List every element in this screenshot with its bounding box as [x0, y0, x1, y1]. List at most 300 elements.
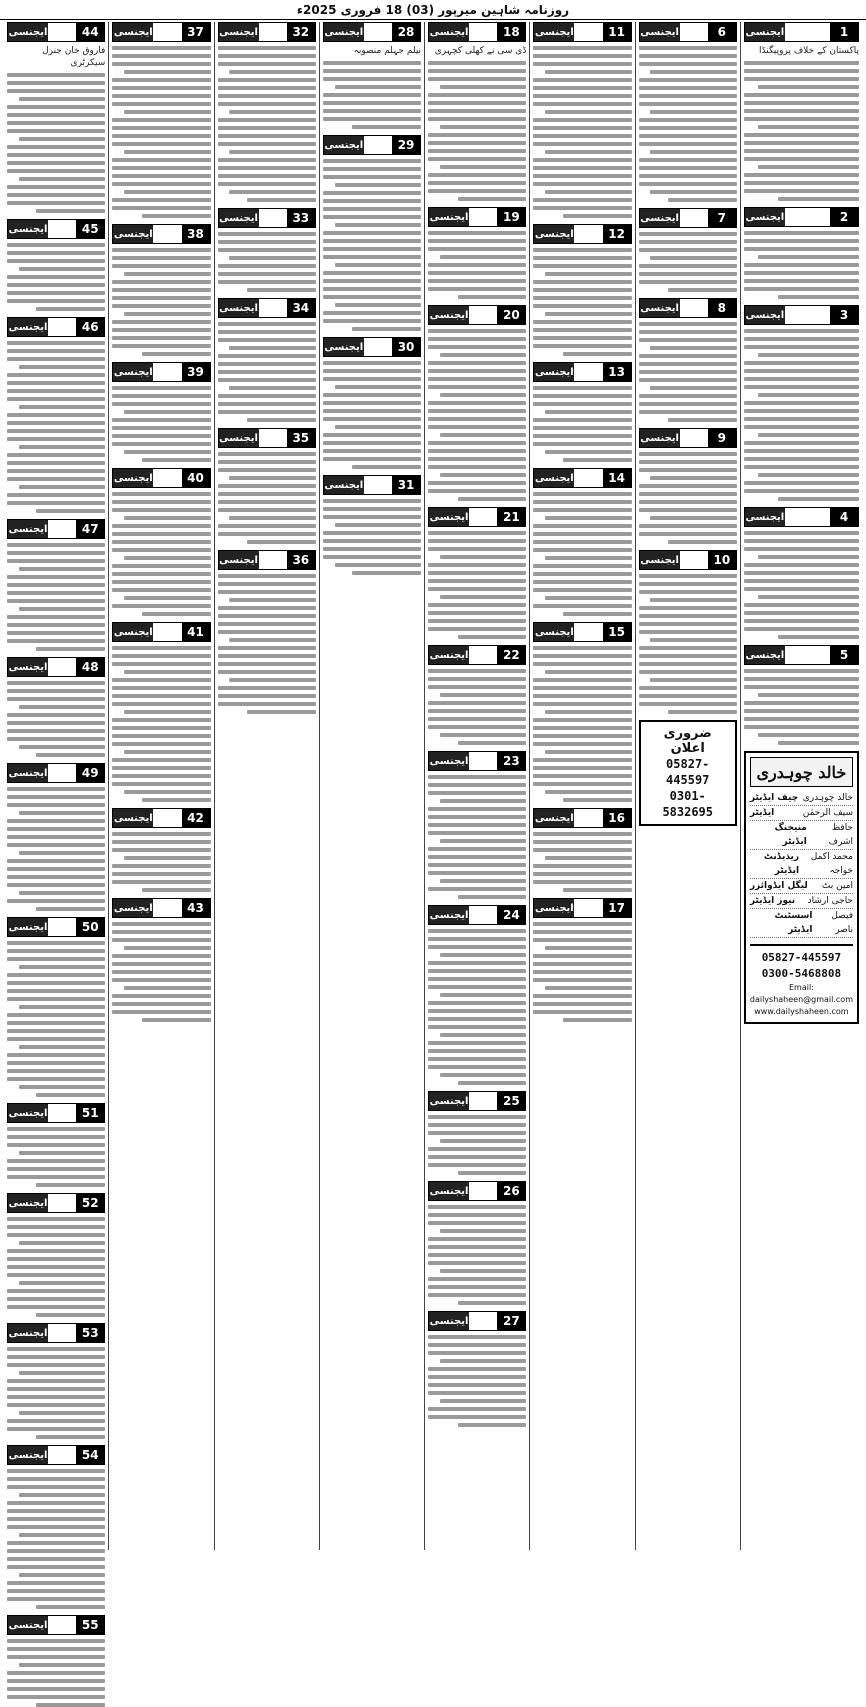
text-line	[7, 1257, 105, 1261]
text-line	[7, 1501, 105, 1505]
text-line	[7, 615, 105, 619]
text-line	[458, 635, 527, 639]
text-line	[428, 93, 526, 97]
agency-tag: ایجنسی	[534, 469, 574, 487]
story-body	[112, 386, 210, 462]
story-body	[323, 61, 421, 129]
text-line	[458, 197, 527, 201]
text-line	[112, 320, 210, 324]
text-line	[124, 946, 210, 950]
story-number-header	[7, 917, 105, 937]
story-number: 4	[830, 508, 858, 526]
text-line	[142, 888, 211, 892]
text-line	[440, 125, 526, 129]
text-line	[36, 307, 105, 311]
story-number: 35	[287, 429, 315, 447]
text-line	[323, 441, 421, 445]
text-line	[218, 468, 316, 472]
text-line	[639, 338, 737, 342]
text-line	[112, 694, 210, 698]
text-line	[639, 394, 737, 398]
text-line	[428, 1391, 526, 1395]
text-line	[36, 1183, 105, 1187]
text-line	[335, 85, 421, 89]
story-number: 33	[287, 209, 315, 227]
story-body	[428, 775, 526, 899]
story-number: 43	[182, 899, 210, 917]
text-line	[323, 215, 421, 219]
agency-tag: ایجنسی	[8, 520, 48, 538]
text-line	[533, 970, 631, 974]
text-line	[7, 1557, 105, 1561]
story-number-header	[428, 305, 526, 325]
story-number-header	[218, 208, 316, 228]
story-10	[639, 550, 737, 714]
story-number-header	[7, 657, 105, 677]
editorial-person: سیف الرحمٰن	[802, 808, 853, 818]
contact-block	[750, 944, 853, 1018]
text-line	[639, 86, 737, 90]
text-line	[112, 426, 210, 430]
text-line	[36, 1605, 105, 1609]
text-line	[112, 328, 210, 332]
story-number: 16	[603, 809, 631, 827]
story-number: 44	[76, 23, 104, 41]
text-line	[323, 231, 421, 235]
editorial-role: ریذیڈنٹ ایڈیٹر	[763, 852, 800, 876]
text-line	[218, 614, 316, 618]
text-line	[545, 596, 631, 600]
agency-tag: ایجنسی	[113, 623, 153, 641]
text-line	[124, 986, 210, 990]
text-line	[36, 753, 105, 757]
story-body	[7, 1217, 105, 1317]
story-16	[533, 808, 631, 892]
text-line	[428, 449, 526, 453]
editorial-person: امین بٹ	[821, 881, 853, 891]
text-line	[639, 452, 737, 456]
date-line: روزنامہ شاہین میرپور (03) 18 فروری 2025ء	[296, 2, 570, 17]
text-line	[7, 1021, 105, 1025]
text-line	[323, 159, 421, 163]
text-line	[7, 591, 105, 595]
text-line	[428, 149, 526, 153]
text-line	[428, 929, 526, 933]
text-line	[112, 880, 210, 884]
text-line	[7, 867, 105, 871]
text-line	[744, 133, 859, 137]
text-line	[7, 275, 105, 279]
text-line	[323, 117, 421, 121]
text-line	[533, 1002, 631, 1006]
editorial-person: محمد اکمل خواجہ	[810, 852, 853, 876]
story-19	[428, 207, 526, 299]
story-number-header	[323, 135, 421, 155]
text-line	[639, 126, 737, 130]
text-line	[428, 417, 526, 421]
text-line	[758, 165, 859, 169]
text-line	[428, 1343, 526, 1347]
agency-tag: ایجنسی	[8, 1194, 48, 1212]
text-line	[428, 1221, 526, 1225]
text-line	[7, 161, 105, 165]
text-line	[563, 612, 632, 616]
text-line	[323, 93, 421, 97]
story-31	[323, 475, 421, 575]
text-line	[533, 158, 631, 162]
text-line	[7, 827, 105, 831]
text-line	[19, 1573, 105, 1577]
story-body	[744, 669, 859, 745]
text-line	[112, 702, 210, 706]
text-line	[229, 256, 315, 260]
story-number-header	[7, 219, 105, 239]
editorial-person: خالد چوہدری	[802, 793, 853, 803]
text-line	[639, 46, 737, 50]
notice-ad	[639, 720, 737, 826]
agency-tag: ایجنسی	[640, 429, 680, 447]
text-line	[533, 304, 631, 308]
text-line	[668, 418, 737, 422]
text-line	[428, 701, 526, 705]
text-line	[7, 1485, 105, 1489]
text-line	[112, 386, 210, 390]
text-line	[229, 638, 315, 642]
text-line	[112, 734, 210, 738]
text-line	[533, 564, 631, 568]
website-link[interactable]: www.dailyshaheen.com	[754, 1007, 849, 1016]
text-line	[323, 287, 421, 291]
text-line	[744, 563, 859, 567]
text-line	[142, 458, 211, 462]
text-line	[533, 54, 631, 58]
text-line	[112, 256, 210, 260]
story-14	[533, 468, 631, 616]
editorial-row	[750, 821, 853, 850]
text-line	[19, 1241, 105, 1245]
editorial-board-box	[744, 751, 859, 1024]
text-line	[124, 450, 210, 454]
text-line	[533, 588, 631, 592]
text-line	[323, 369, 421, 373]
text-line	[545, 556, 631, 560]
story-body	[7, 543, 105, 651]
text-line	[124, 596, 210, 600]
editorial-row	[750, 791, 853, 806]
text-line	[7, 997, 105, 1001]
story-number: 3	[830, 306, 858, 324]
text-line	[323, 547, 421, 551]
text-line	[428, 1049, 526, 1053]
text-line	[7, 1217, 105, 1221]
story-body	[639, 46, 737, 202]
text-line	[218, 662, 316, 666]
text-line	[335, 183, 421, 187]
text-line	[428, 401, 526, 405]
text-line	[7, 493, 105, 497]
agency-tag: ایجنسی	[745, 646, 785, 664]
text-line	[323, 433, 421, 437]
text-line	[744, 345, 859, 349]
text-line	[639, 240, 737, 244]
text-line	[335, 263, 421, 267]
text-line	[639, 614, 737, 618]
story-number: 54	[76, 1446, 104, 1464]
story-43	[112, 898, 210, 1022]
text-line	[428, 425, 526, 429]
text-line	[744, 247, 859, 251]
agency-tag: ایجنسی	[324, 338, 364, 356]
text-line	[668, 288, 737, 292]
text-line	[218, 524, 316, 528]
agency-tag: ایجنسی	[429, 508, 469, 526]
story-number-header	[428, 507, 526, 527]
text-line	[744, 725, 859, 729]
story-body	[218, 322, 316, 422]
story-number: 40	[182, 469, 210, 487]
text-line	[323, 109, 421, 113]
text-line	[112, 248, 210, 252]
text-line	[639, 606, 737, 610]
text-line	[112, 46, 210, 50]
story-number-header	[428, 751, 526, 771]
text-line	[335, 563, 421, 567]
story-body	[218, 452, 316, 544]
text-line	[7, 1695, 105, 1699]
text-line	[639, 686, 737, 690]
text-line	[112, 832, 210, 836]
column-8	[4, 22, 108, 1632]
text-line	[112, 198, 210, 202]
text-line	[7, 1077, 105, 1081]
story-body	[112, 922, 210, 1022]
agency-tag: ایجنسی	[429, 1182, 469, 1200]
story-number: 25	[497, 1092, 525, 1110]
text-line	[428, 807, 526, 811]
story-number-header	[7, 519, 105, 539]
text-line	[218, 394, 316, 398]
text-line	[428, 791, 526, 795]
text-line	[218, 686, 316, 690]
story-number: 18	[497, 23, 525, 41]
text-line	[229, 476, 315, 480]
story-number-header	[218, 22, 316, 42]
text-line	[428, 1001, 526, 1005]
agency-tag: ایجنسی	[219, 551, 259, 569]
text-line	[112, 548, 210, 552]
agency-tag: ایجنسی	[429, 1312, 469, 1330]
editorial-row	[750, 850, 853, 879]
text-line	[533, 654, 631, 658]
text-line	[639, 524, 737, 528]
agency-tag: ایجنسی	[534, 225, 574, 243]
text-line	[112, 78, 210, 82]
story-number-header	[428, 905, 526, 925]
story-number-header	[112, 808, 210, 828]
text-line	[323, 507, 421, 511]
text-line	[428, 587, 526, 591]
text-line	[428, 985, 526, 989]
story-number-header	[428, 1181, 526, 1201]
text-line	[112, 166, 210, 170]
text-line	[112, 126, 210, 130]
text-line	[428, 69, 526, 73]
text-line	[639, 94, 737, 98]
text-line	[218, 338, 316, 342]
story-body	[428, 61, 526, 201]
text-line	[428, 1277, 526, 1281]
story-54	[7, 1445, 105, 1609]
story-4	[744, 507, 859, 639]
story-number-header	[112, 362, 210, 382]
text-line	[639, 654, 737, 658]
agency-tag: ایجنسی	[429, 1092, 469, 1110]
text-line	[7, 949, 105, 953]
story-number-header	[533, 808, 631, 828]
story-number-header	[639, 298, 737, 318]
column-1	[740, 22, 862, 1550]
text-line	[533, 930, 631, 934]
story-body	[533, 832, 631, 892]
story-number: 15	[603, 623, 631, 641]
text-line	[112, 182, 210, 186]
text-line	[112, 938, 210, 942]
text-line	[112, 344, 210, 348]
text-line	[428, 345, 526, 349]
text-line	[112, 118, 210, 122]
text-line	[124, 150, 210, 154]
text-line	[218, 174, 316, 178]
editorial-role: ایڈیٹر	[749, 808, 775, 818]
agency-tag: ایجنسی	[429, 23, 469, 41]
agency-tag: ایجنسی	[8, 1616, 48, 1634]
text-line	[639, 500, 737, 504]
masthead	[0, 0, 866, 20]
text-line	[7, 689, 105, 693]
text-line	[533, 604, 631, 608]
text-line	[440, 799, 526, 803]
text-line	[112, 678, 210, 682]
text-line	[218, 484, 316, 488]
story-number: 20	[497, 306, 525, 324]
text-line	[563, 352, 632, 356]
column-5	[319, 22, 424, 1550]
editor-name-logo: خالد چوہدری	[750, 757, 853, 787]
text-line	[744, 61, 859, 65]
text-line	[7, 631, 105, 635]
story-number-header	[7, 1323, 105, 1343]
text-line	[440, 1139, 526, 1143]
text-line	[112, 1010, 210, 1014]
text-line	[19, 705, 105, 709]
text-line	[19, 1493, 105, 1497]
story-number-header	[639, 428, 737, 448]
story-37	[112, 22, 210, 218]
story-body	[112, 492, 210, 616]
text-line	[428, 775, 526, 779]
story-7	[639, 208, 737, 292]
story-body	[533, 922, 631, 1022]
story-number-header	[218, 550, 316, 570]
text-line	[112, 418, 210, 422]
text-line	[639, 646, 737, 650]
text-line	[744, 117, 859, 121]
text-line	[112, 532, 210, 536]
text-line	[36, 907, 105, 911]
text-line	[124, 556, 210, 560]
story-number-header	[744, 645, 859, 665]
text-line	[533, 288, 631, 292]
text-line	[533, 296, 631, 300]
text-line	[428, 1375, 526, 1379]
text-line	[218, 54, 316, 58]
text-line	[142, 612, 211, 616]
text-line	[323, 247, 421, 251]
text-line	[218, 46, 316, 50]
story-number: 22	[497, 646, 525, 664]
text-line	[7, 875, 105, 879]
text-line	[247, 418, 316, 422]
text-line	[650, 386, 736, 390]
story-52	[7, 1193, 105, 1317]
story-number-header	[7, 1445, 105, 1465]
text-line	[428, 369, 526, 373]
text-line	[323, 69, 421, 73]
text-line	[7, 1347, 105, 1351]
text-line	[323, 409, 421, 413]
text-line	[112, 296, 210, 300]
text-line	[7, 559, 105, 563]
text-line	[112, 588, 210, 592]
text-line	[533, 718, 631, 722]
text-line	[323, 449, 421, 453]
story-body	[7, 941, 105, 1097]
text-line	[112, 742, 210, 746]
text-line	[545, 190, 631, 194]
text-line	[650, 476, 736, 480]
text-line	[758, 555, 859, 559]
text-line	[7, 145, 105, 149]
story-number-header	[7, 317, 105, 337]
text-line	[458, 295, 527, 299]
story-29	[323, 135, 421, 331]
text-line	[19, 1151, 105, 1155]
text-line	[744, 669, 859, 673]
column-7	[108, 22, 213, 1550]
text-line	[112, 848, 210, 852]
text-line	[428, 337, 526, 341]
text-line	[19, 485, 105, 489]
text-line	[440, 1229, 526, 1233]
story-body	[428, 231, 526, 299]
story-number-header	[112, 22, 210, 42]
text-line	[112, 994, 210, 998]
text-line	[428, 627, 526, 631]
text-line	[323, 311, 421, 315]
story-number-header	[218, 298, 316, 318]
text-line	[218, 508, 316, 512]
text-line	[533, 198, 631, 202]
text-line	[112, 686, 210, 690]
text-line	[458, 895, 527, 899]
text-line	[7, 389, 105, 393]
story-36	[218, 550, 316, 714]
text-line	[19, 97, 105, 101]
story-26	[428, 1181, 526, 1305]
text-line	[7, 989, 105, 993]
story-number-header	[323, 337, 421, 357]
text-line	[7, 737, 105, 741]
